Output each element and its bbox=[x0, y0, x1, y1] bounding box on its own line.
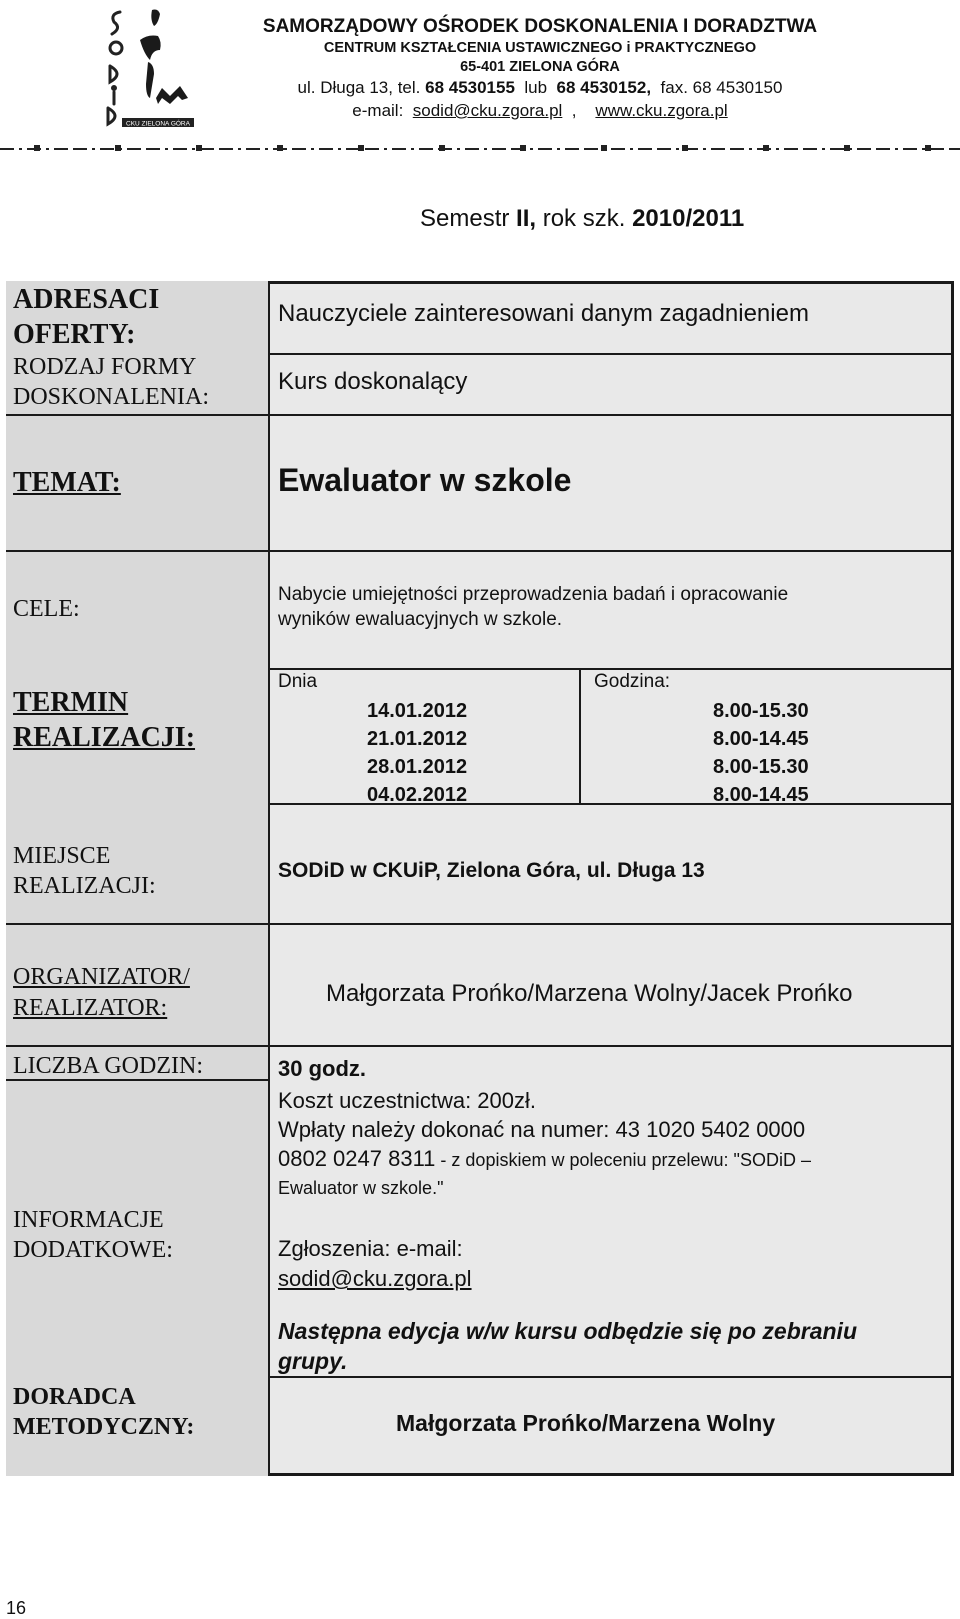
semester-prefix: Semestr bbox=[420, 205, 510, 232]
miejsce-label-line1: MIEJSCE bbox=[13, 843, 111, 869]
temat-label: TEMAT: bbox=[13, 467, 121, 498]
wplaty-note: - z dopiskiem w poleceniu przelewu: "SODiD – bbox=[435, 1150, 811, 1170]
hours-2: 8.00-14.45 bbox=[713, 728, 809, 750]
wplaty-account-end: 0802 0247 8311 bbox=[278, 1146, 436, 1171]
header-comma: , bbox=[571, 101, 577, 120]
row-divider bbox=[270, 353, 954, 355]
header-institution: SAMORZĄDOWY OŚRODEK DOSKONALENIA I DORADZTWA bbox=[262, 16, 818, 37]
header-tel2: 68 4530152, bbox=[556, 78, 652, 97]
nastepna-line1: Następna edycja w/w kursu odbędzie się po zebraniu bbox=[278, 1318, 857, 1344]
liczba-value: 30 godz. bbox=[278, 1056, 367, 1081]
wplaty-line1: Wpłaty należy dokonać na numer: 43 1020 5402 0000 bbox=[278, 1117, 806, 1142]
organizator-label-line2: REALIZATOR: bbox=[13, 995, 168, 1021]
zgloszenia-email-link[interactable]: sodid@cku.zgora.pl bbox=[278, 1266, 472, 1291]
row-divider bbox=[6, 550, 954, 552]
date-3: 28.01.2012 bbox=[367, 756, 468, 778]
header-contact bbox=[150, 101, 930, 121]
header-website-link[interactable]: www.cku.zgora.pl bbox=[595, 101, 728, 120]
page-number: 16 bbox=[6, 1598, 27, 1618]
info-label-line2: DODATKOWE: bbox=[13, 1237, 173, 1263]
date-4: 04.02.2012 bbox=[367, 784, 468, 806]
zgloszenia-text: Zgłoszenia: e-mail: bbox=[278, 1236, 463, 1261]
row-divider bbox=[270, 668, 954, 670]
hours-1: 8.00-15.30 bbox=[713, 700, 809, 722]
date-1: 14.01.2012 bbox=[367, 700, 468, 722]
semester-roman: II, bbox=[516, 205, 537, 232]
header-address bbox=[150, 78, 930, 98]
miejsce-label-line2: REALIZACJI: bbox=[13, 873, 156, 899]
hours-4: 8.00-14.45 bbox=[713, 784, 809, 806]
doradca-label-line1: DORADCA bbox=[13, 1384, 136, 1410]
forma-value: Kurs doskonalący bbox=[278, 368, 468, 395]
semester-mid: rok szk. bbox=[542, 205, 626, 232]
termin-column-divider bbox=[579, 668, 581, 804]
header-email-label: e-mail: bbox=[352, 101, 404, 120]
logo-caption: CKU ZIELONA GÓRA bbox=[126, 120, 190, 128]
godzina-label: Godzina: bbox=[594, 671, 671, 692]
doradca-label-line2: METODYCZNY: bbox=[13, 1414, 195, 1440]
adresaci-label: ADRESACI OFERTY: bbox=[13, 284, 160, 350]
header-tel1: 68 4530155 bbox=[425, 78, 515, 97]
header-address-prefix: ul. Długa 13, tel. bbox=[297, 78, 421, 97]
header-divider bbox=[0, 143, 960, 155]
hours-3: 8.00-15.30 bbox=[713, 756, 809, 778]
semester-year: 2010/2011 bbox=[632, 205, 745, 232]
header-fax: fax. 68 4530150 bbox=[660, 78, 783, 97]
date-2: 21.01.2012 bbox=[367, 728, 468, 750]
cele-value-line1: Nabycie umiejętności przeprowadzenia badań i opracowanie bbox=[278, 584, 789, 605]
logo-letters bbox=[108, 12, 122, 124]
cele-label: CELE: bbox=[13, 596, 80, 622]
header-center: CENTRUM KSZTAŁCENIA USTAWICZNEGO i PRAKTYCZNEGO bbox=[323, 40, 757, 56]
semester-heading bbox=[420, 205, 744, 233]
wplaty-line3: Ewaluator w szkole." bbox=[278, 1178, 444, 1198]
organizator-value: Małgorzata Prońko/Marzena Wolny/Jacek Prońko bbox=[326, 980, 853, 1007]
header-lub: lub bbox=[524, 78, 548, 97]
doradca-value: Małgorzata Prońko/Marzena Wolny bbox=[396, 1410, 776, 1436]
cele-value-line2: wyników ewaluacyjnych w szkole. bbox=[278, 609, 563, 630]
header-postal: 65-401 ZIELONA GÓRA bbox=[460, 59, 620, 75]
row-divider bbox=[270, 1376, 954, 1378]
wplaty-line2 bbox=[278, 1146, 811, 1172]
forma-label: RODZAJ FORMY DOSKONALENIA: bbox=[13, 354, 209, 410]
temat-value: Ewaluator w szkole bbox=[278, 462, 572, 498]
nastepna-line2: grupy. bbox=[278, 1348, 348, 1374]
koszt-text: Koszt uczestnictwa: 200zł. bbox=[278, 1088, 537, 1113]
dnia-label: Dnia bbox=[278, 671, 318, 692]
organizator-label-line1: ORGANIZATOR/ bbox=[13, 964, 190, 990]
termin-label-line2: REALIZACJI: bbox=[13, 722, 196, 753]
liczba-label: LICZBA GODZIN: bbox=[13, 1053, 203, 1079]
header-email-link[interactable]: sodid@cku.zgora.pl bbox=[412, 101, 563, 120]
row-divider bbox=[6, 414, 954, 416]
row-divider bbox=[6, 923, 954, 925]
miejsce-value: SODiD w CKUiP, Zielona Góra, ul. Długa 13 bbox=[278, 859, 705, 882]
adresaci-value: Nauczyciele zainteresowani danym zagadnieniem bbox=[278, 300, 809, 327]
termin-label-line1: TERMIN bbox=[13, 687, 129, 718]
info-label-line1: INFORMACJE bbox=[13, 1207, 164, 1233]
row-divider bbox=[6, 1045, 954, 1047]
